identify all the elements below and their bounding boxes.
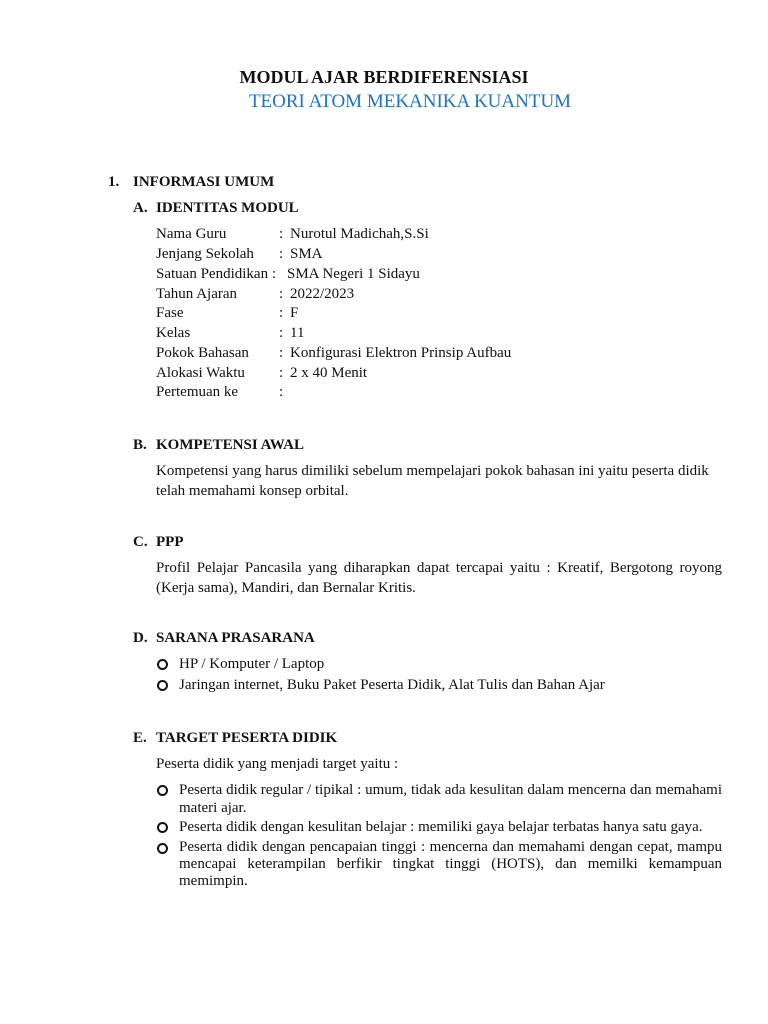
identity-separator: : <box>279 384 284 400</box>
identity-value: Nurotul Madichah,S.Si <box>290 226 429 242</box>
bullet-icon <box>157 822 168 833</box>
bullet-icon <box>157 785 168 796</box>
subsection-a-title: IDENTITAS MODUL <box>156 200 299 216</box>
identity-label: Pertemuan ke <box>156 384 239 400</box>
identity-label: Satuan Pendidikan : <box>156 266 276 282</box>
identity-label: Tahun Ajaran <box>156 286 238 302</box>
identity-value: 2 x 40 Menit <box>290 365 368 381</box>
identity-value: Konfigurasi Elektron Prinsip Aufbau <box>290 345 512 361</box>
bullet-icon <box>157 843 168 854</box>
identity-separator: : <box>279 286 284 302</box>
ppp-text: Profil Pelajar Pancasila yang diharapkan dapat tercapai yaitu : Kreatif, Bergotong royong (Kerja sama), Mandiri, dan Bernalar Kritis. <box>156 560 722 596</box>
subsection-e-title: TARGET PESERTA DIDIK <box>156 730 338 746</box>
identity-label: Fase <box>156 305 184 321</box>
subsection-c-letter: C. <box>133 534 148 550</box>
sarana-item: HP / Komputer / Laptop <box>179 656 325 672</box>
identity-separator: : <box>279 246 284 262</box>
subsection-b-title: KOMPETENSI AWAL <box>156 437 304 453</box>
identity-label: Pokok Bahasan <box>156 345 249 361</box>
identity-separator: : <box>279 325 284 341</box>
identity-separator: : <box>279 305 284 321</box>
subsection-b-letter: B. <box>133 437 147 453</box>
identity-label: Alokasi Waktu <box>156 365 245 381</box>
identity-value: 2022/2023 <box>290 286 355 302</box>
identity-separator: : <box>279 345 284 361</box>
subsection-e-letter: E. <box>133 730 147 746</box>
subsection-a-letter: A. <box>133 200 148 216</box>
bullet-icon <box>157 659 168 670</box>
target-item: Peserta didik dengan pencapaian tinggi : mencerna dan memahami dengan cepat, mampu mencapai keterampilan berfikir tingkat tinggi (HOTS), dan memilki kemampuan memimpin. <box>179 839 722 889</box>
identity-value: SMA Negeri 1 Sidayu <box>287 266 420 282</box>
bullet-icon <box>157 680 168 691</box>
section-number: 1. <box>108 174 120 190</box>
identity-separator: : <box>279 365 284 381</box>
sarana-item: Jaringan internet, Buku Paket Peserta Didik, Alat Tulis dan Bahan Ajar <box>179 677 605 693</box>
subsection-d-letter: D. <box>133 630 148 646</box>
identity-separator: : <box>279 226 284 242</box>
identity-value: SMA <box>290 246 323 262</box>
identity-label: Nama Guru <box>156 226 227 242</box>
document-subtitle: TEORI ATOM MEKANIKA KUANTUM <box>248 91 572 112</box>
document-title: MODUL AJAR BERDIFERENSIASI <box>239 67 529 87</box>
identity-label: Jenjang Sekolah <box>156 246 254 262</box>
kompetensi-awal-text: Kompetensi yang harus dimiliki sebelum mempelajari pokok bahasan ini yaitu peserta didik telah memahami konsep orbital. <box>156 463 709 499</box>
target-intro: Peserta didik yang menjadi target yaitu : <box>156 756 399 772</box>
subsection-c-title: PPP <box>156 534 184 550</box>
section-title: INFORMASI UMUM <box>133 174 275 190</box>
target-item: Peserta didik dengan kesulitan belajar : memiliki gaya belajar terbatas hanya satu gaya. <box>179 819 703 835</box>
target-item: Peserta didik regular / tipikal : umum, tidak ada kesulitan dalam mencerna dan memahami materi ajar. <box>179 782 722 816</box>
identity-label: Kelas <box>156 325 191 341</box>
subsection-d-title: SARANA PRASARANA <box>156 630 315 646</box>
identity-value: F <box>290 305 299 321</box>
identity-value: 11 <box>290 325 305 341</box>
